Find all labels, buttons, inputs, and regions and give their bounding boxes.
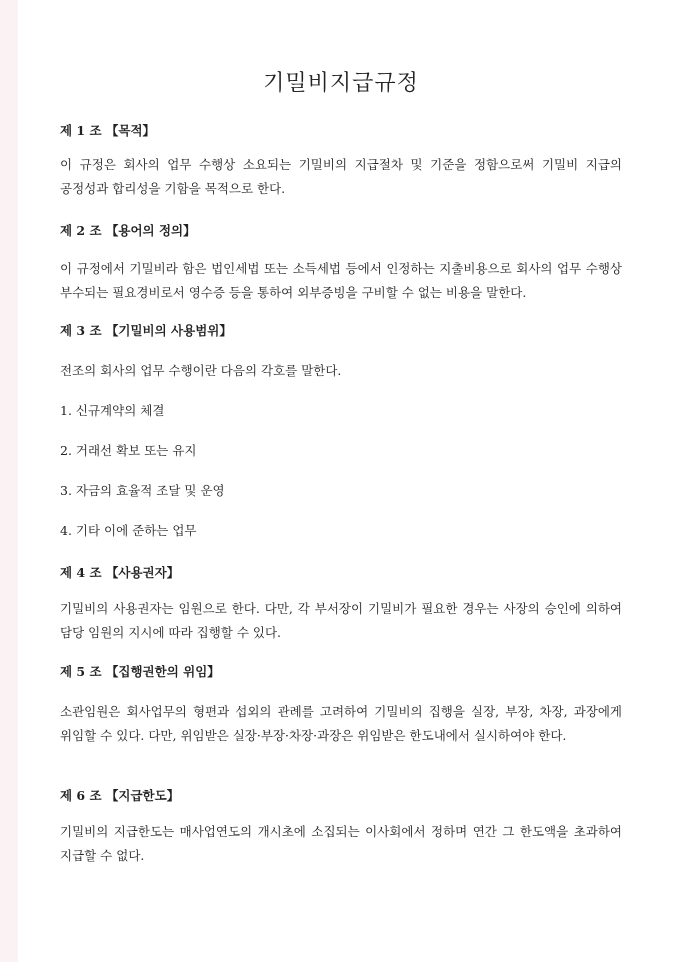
article-1-body: 이 규정은 회사의 업무 수행상 소요되는 기밀비의 지급절차 및 기준을 정함으로써 기밀비 지급의 공정성과 합리성을 기함을 목적으로 한다. bbox=[60, 157, 622, 196]
article-5-body: 소관임원은 회사업무의 형편과 섭외의 관례를 고려하여 기밀비의 집행을 실장, 부장, 차장, 과장에게 위임할 수 있다. 다만, 위임받은 실장·부장·차장·과장은 위임받은 한도내에서 실시하여야 한다. bbox=[60, 704, 622, 743]
article-6-heading: 제 6 조 【지급한도】 bbox=[60, 788, 180, 803]
article-4-body: 기밀비의 사용권자는 임원으로 한다. 다만, 각 부서장이 기밀비가 필요한 경우는 사장의 승인에 의하여 담당 임원의 지시에 따라 집행할 수 있다. bbox=[60, 601, 622, 640]
article-6-body: 기밀비의 지급한도는 매사업연도의 개시초에 소집되는 이사회에서 정하며 연간 그 한도액을 초과하여 지급할 수 없다. bbox=[60, 824, 622, 863]
page-edge-shade bbox=[0, 0, 18, 962]
article-3-item-1: 1. 신규계약의 체결 bbox=[60, 403, 165, 418]
article-2-body: 이 규정에서 기밀비라 함은 법인세법 또는 소득세법 등에서 인정하는 지출비용으로 회사의 업무 수행상 부수되는 필요경비로서 영수증 등을 통하여 외부증빙을 구비할 수 없는 비용을 말한다. bbox=[60, 261, 622, 300]
article-3-body: 전조의 회사의 업무 수행이란 다음의 각호를 말한다. bbox=[60, 363, 342, 378]
article-2-heading: 제 2 조 【용어의 정의】 bbox=[60, 223, 196, 238]
article-3-heading: 제 3 조 【기밀비의 사용범위】 bbox=[60, 323, 232, 338]
document-title: 기밀비지급규정 bbox=[263, 71, 419, 96]
article-4-heading: 제 4 조 【사용권자】 bbox=[60, 565, 180, 580]
article-3-item-3: 3. 자금의 효율적 조달 및 운영 bbox=[60, 483, 225, 498]
document-page bbox=[60, 0, 622, 962]
article-3-item-2: 2. 거래선 확보 또는 유지 bbox=[60, 443, 197, 458]
article-3-item-4: 4. 기타 이에 준하는 업무 bbox=[60, 523, 197, 538]
article-5-heading: 제 5 조 【집행권한의 위임】 bbox=[60, 664, 220, 679]
article-1-heading: 제 1 조 【목적】 bbox=[60, 123, 156, 138]
